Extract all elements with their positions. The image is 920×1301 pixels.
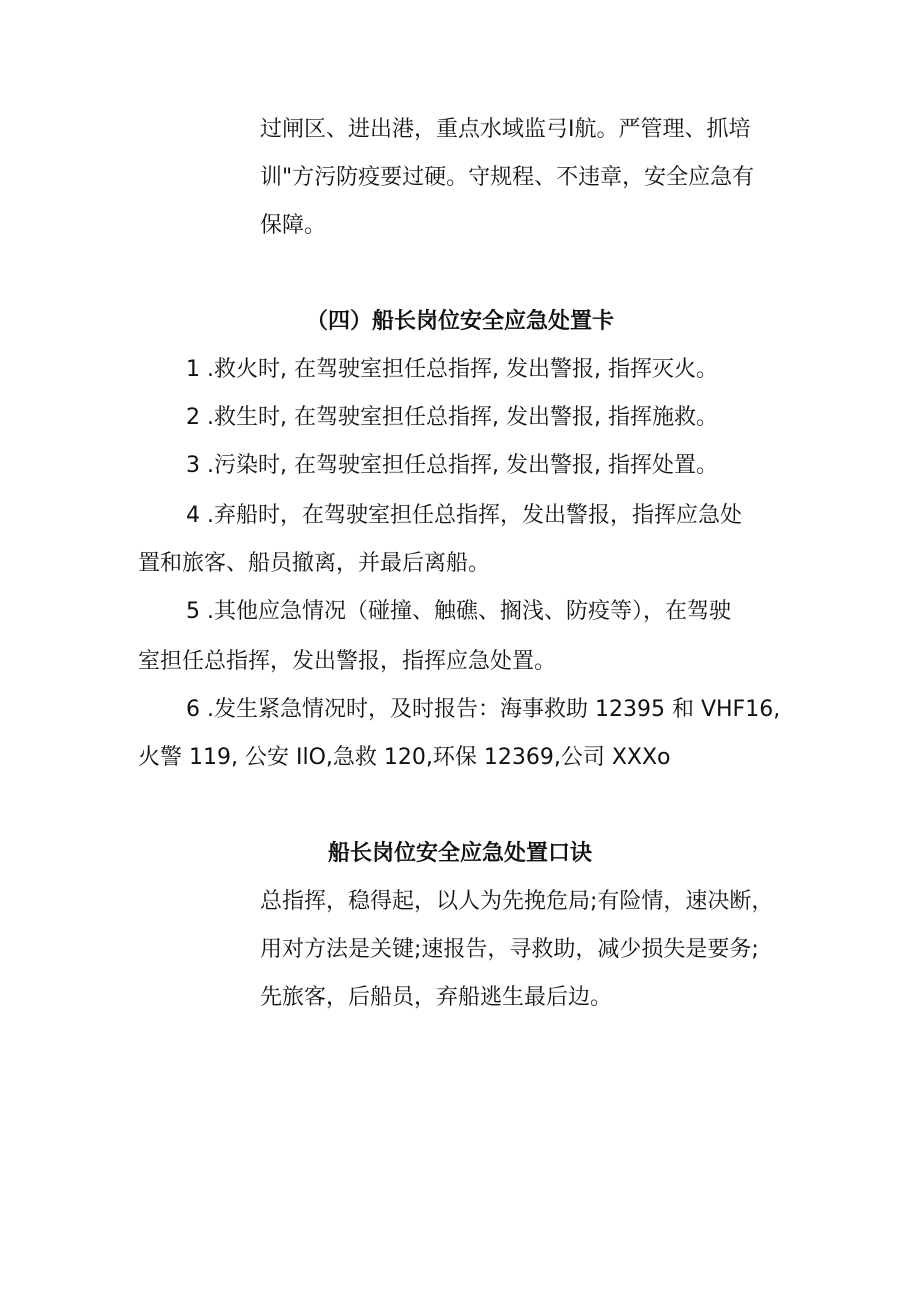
mnemonic-line: 用对方法是关键;速报告，寻救助，减少损失是要务; xyxy=(260,937,759,962)
list-item-4: 4 .弃船时，在驾驶室担任总指挥，发出警报，指挥应急处 xyxy=(186,503,742,528)
list-item-6: 6 .发生紧急情况时，及时报告：海事救助 12395 和 VHF16, xyxy=(186,697,781,722)
list-item-2: 2 .救生时, 在驾驶室担任总指挥, 发出警报, 指挥施救。 xyxy=(186,405,718,430)
list-item-3: 3 .污染时, 在驾驶室担任总指挥, 发出警报, 指挥处置。 xyxy=(186,453,718,478)
list-item-1: 1 .救火时, 在驾驶室担任总指挥, 发出警报, 指挥灭火。 xyxy=(186,357,718,382)
section-heading: （四）船长岗位安全应急处置卡 xyxy=(305,309,614,334)
intro-line: 保障。 xyxy=(260,213,327,238)
mnemonic-heading: 船长岗位安全应急处置口诀 xyxy=(327,841,592,866)
list-item-5: 5 .其他应急情况（碰撞、触礁、搁浅、防疫等），在驾驶 xyxy=(186,599,731,624)
intro-line: 训"方污防疫要过硬。守规程、不违章，安全应急有 xyxy=(260,165,755,190)
intro-line: 过闸区、进出港，重点水域监弓I航。严管理、抓培 xyxy=(260,117,751,142)
mnemonic-line: 总指挥，稳得起，以人为先挽危局;有险情，速决断， xyxy=(260,889,774,914)
list-item-6-cont: 火警 119, 公安 IlO,急救 120,环保 12369,公司 XXXo xyxy=(138,745,671,770)
list-item-5-cont: 室担任总指挥，发出警报，指挥应急处置。 xyxy=(138,649,557,674)
mnemonic-line: 先旅客，后船员，弃船逃生最后边。 xyxy=(260,985,613,1010)
list-item-4-cont: 置和旅客、船员撤离，并最后离船。 xyxy=(138,551,491,576)
